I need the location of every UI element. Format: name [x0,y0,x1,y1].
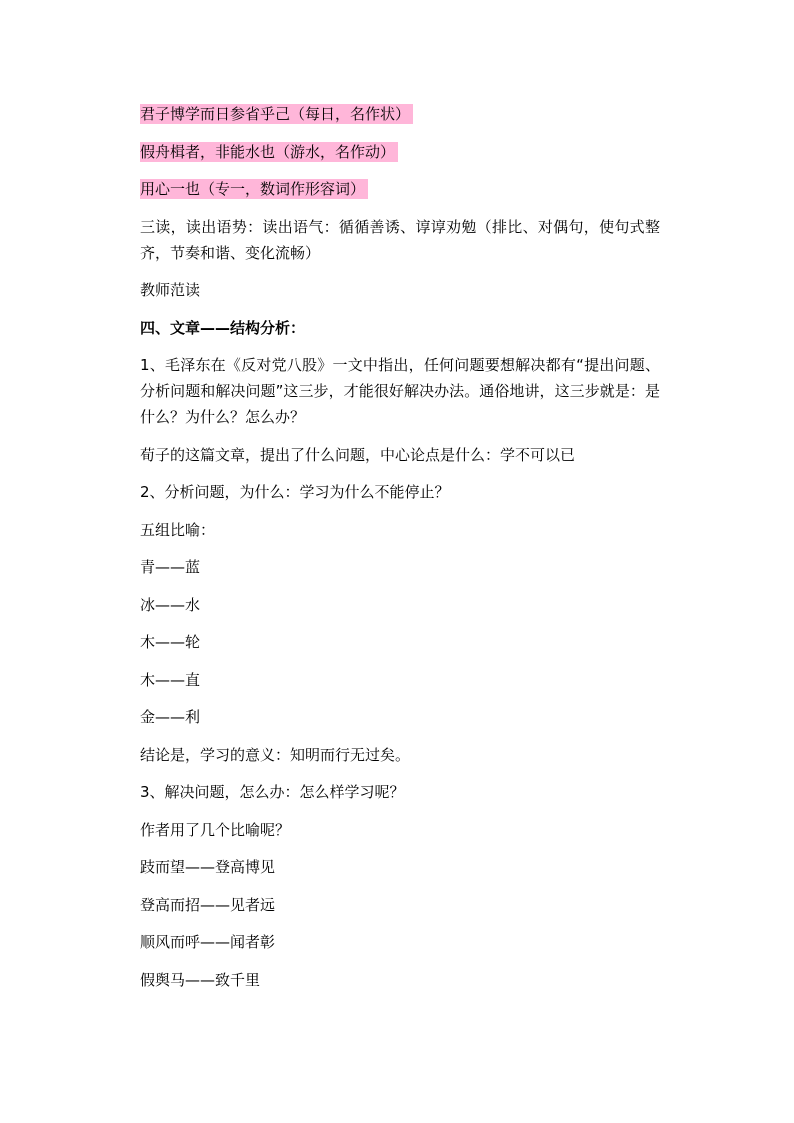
metaphor-pair: 假舆马——致千里 [140,970,261,989]
paragraph-teacher-reading: 教师范读 [140,281,201,299]
section-heading: 四、文章——结构分析： [140,318,306,337]
paragraph-analysis: 2、分析问题，为什么：学习为什么不能停止？ [140,483,450,501]
metaphor-pair: 登高而招——见者远 [140,895,276,914]
paragraph-solution: 3、解决问题，怎么办：怎么样学习呢？ [140,783,405,801]
paragraph-reading-tone: 三读，读出语势：读出语气：循循善诱、谆谆劝勉（排比、对偶句，使句式整齐，节奏和谐、变化流畅） [140,217,660,262]
paragraph-question: 作者用了几个比喻呢？ [140,820,291,839]
highlight-mark: 用心一也（专一，数词作形容词） [140,179,368,199]
highlight-mark: 假舟楫者，非能水也（游水，名作动） [140,142,398,162]
highlighted-example-line [140,139,660,165]
paragraph-five-metaphors: 五组比喻： [140,520,216,539]
metaphor-pair: 顺风而呼——闻者彰 [140,933,276,951]
paragraph-central-argument: 荀子的这篇文章，提出了什么问题，中心论点是什么：学不可以已 [140,445,576,464]
highlighted-example-line [140,176,660,202]
highlighted-example-line [140,101,660,127]
metaphor-pair: 木——直 [140,670,201,689]
metaphor-pair: 木——轮 [140,633,201,651]
metaphor-pair: 青——蓝 [140,558,201,576]
metaphor-pair: 金——利 [140,708,201,726]
paragraph-mao-quote: 1、毛泽东在《反对党八股》一文中指出，任何问题要想解决都有“提出问题、分析问题和解决问题”这三步，才能很好解决办法。通俗地讲，这三步就是：是什么？为什么？怎么办？ [140,356,660,426]
metaphor-pair: 冰——水 [140,595,201,614]
highlight-mark: 君子博学而日参省乎己（每日，名作状） [140,104,413,124]
metaphor-pair: 跂而望——登高博见 [140,858,276,876]
paragraph-conclusion: 结论是，学习的意义：知明而行无过矣。 [140,745,411,764]
document-body [140,101,660,1004]
